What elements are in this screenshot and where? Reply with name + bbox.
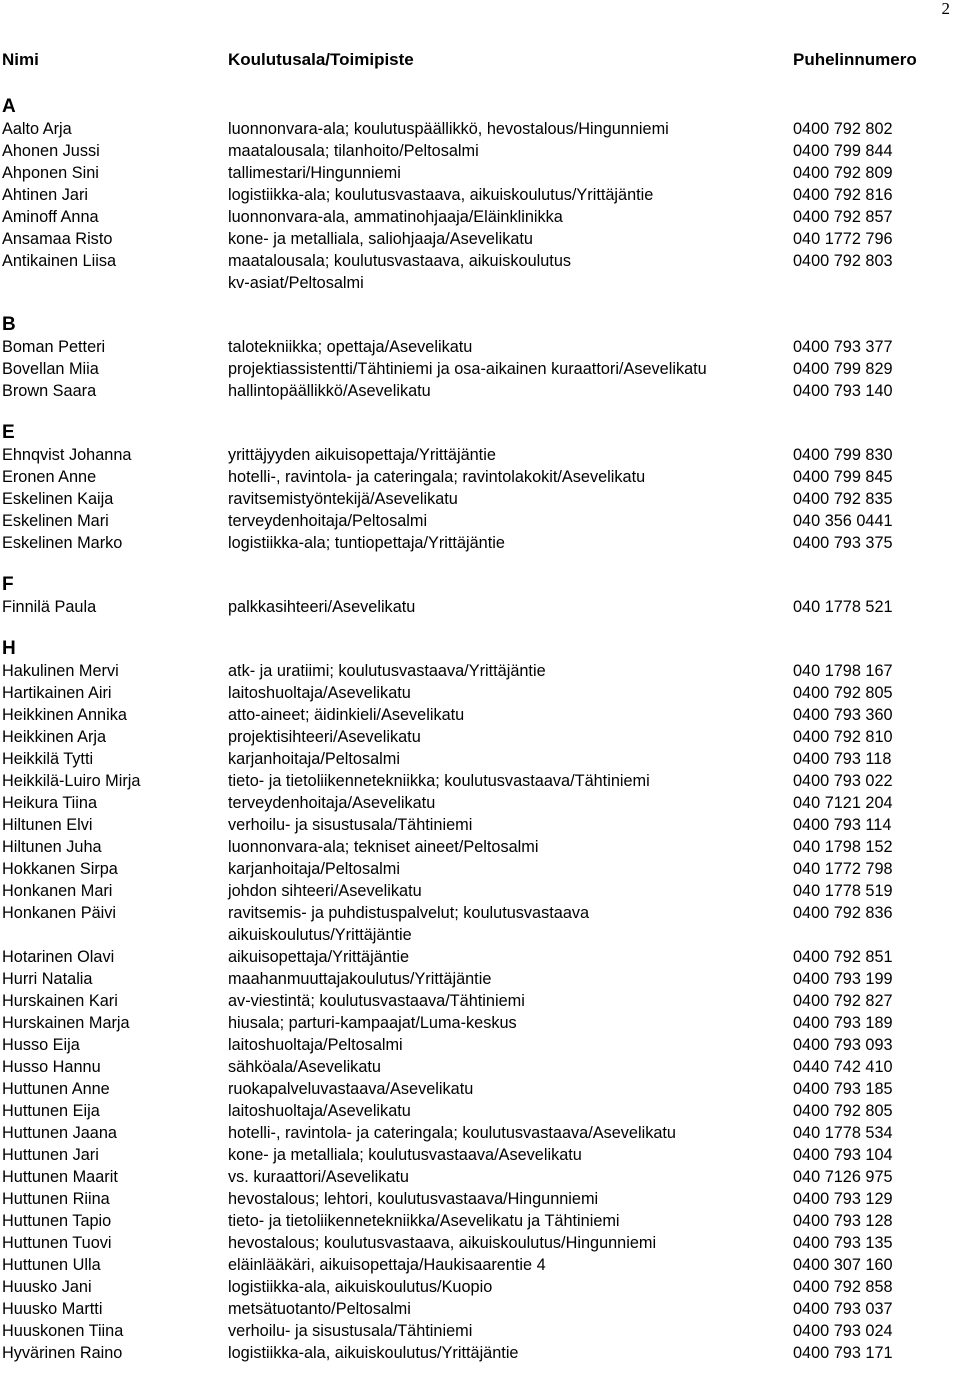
directory-row — [0, 990, 960, 1012]
directory-row — [0, 250, 960, 294]
person-name: Huttunen Riina — [2, 1190, 110, 1208]
department-location: yrittäjyyden aikuisopettaja/Yrittäjäntie — [228, 446, 496, 464]
department-location: aikuisopettaja/Yrittäjäntie — [228, 948, 410, 966]
person-name: Huusko Martti — [2, 1300, 103, 1318]
phone-number: 0400 792 835 — [793, 490, 893, 508]
department-location: laitoshuoltaja/Asevelikatu — [228, 1102, 411, 1120]
phone-number: 040 1798 167 — [793, 662, 893, 680]
directory-row — [0, 358, 960, 380]
department-location: maatalousala; koulutusvastaava, aikuiskoulutus kv-asiat/Peltosalmi — [228, 252, 572, 292]
department-location: verhoilu- ja sisustusala/Tähtiniemi — [228, 1322, 473, 1340]
section-letter: E — [2, 422, 15, 443]
person-name: Heikkilä-Luiro Mirja — [2, 772, 141, 790]
department-location: ravitsemis- ja puhdistuspalvelut; koulutusvastaava aikuiskoulutus/Yrittäjäntie — [228, 904, 590, 944]
person-name: Ahtinen Jari — [2, 186, 88, 204]
directory-row — [0, 532, 960, 554]
directory-row — [0, 682, 960, 704]
department-location: hevostalous; lehtori, koulutusvastaava/Hingunniemi — [228, 1190, 599, 1208]
directory-row — [0, 444, 960, 466]
person-name: Eronen Anne — [2, 468, 97, 486]
directory-row — [0, 206, 960, 228]
person-name: Huttunen Tuovi — [2, 1234, 112, 1252]
directory-row — [0, 510, 960, 532]
phone-number: 040 1798 152 — [793, 838, 893, 856]
directory-row — [0, 380, 960, 402]
section-letter: A — [2, 96, 16, 117]
department-location: terveydenhoitaja/Asevelikatu — [228, 794, 436, 812]
column-header-dept: Koulutusala/Toimipiste — [228, 50, 414, 69]
department-location: ruokapalveluvastaava/Asevelikatu — [228, 1080, 474, 1098]
directory-row — [0, 488, 960, 510]
directory-row — [0, 704, 960, 726]
department-location: tieto- ja tietoliikennetekniikka; koulutusvastaava/Tähtiniemi — [228, 772, 650, 790]
person-name: Hurskainen Kari — [2, 992, 118, 1010]
directory-row — [0, 968, 960, 990]
department-location: luonnonvara-ala; tekniset aineet/Peltosalmi — [228, 838, 539, 856]
person-name: Ahponen Sini — [2, 164, 99, 182]
department-location: eläinlääkäri, aikuisopettaja/Haukisaarentie 4 — [228, 1256, 546, 1274]
directory-row — [0, 814, 960, 836]
person-name: Ahonen Jussi — [2, 142, 100, 160]
person-name: Brown Saara — [2, 382, 97, 400]
department-location: logistiikka-ala; koulutusvastaava, aikuiskoulutus/Yrittäjäntie — [228, 186, 654, 204]
person-name: Huttunen Eija — [2, 1102, 100, 1120]
directory-row — [0, 1210, 960, 1232]
person-name: Huttunen Jari — [2, 1146, 99, 1164]
section-h — [0, 638, 960, 1364]
person-name: Huttunen Anne — [2, 1080, 110, 1098]
department-location: atto-aineet; äidinkieli/Asevelikatu — [228, 706, 465, 724]
section-a — [0, 96, 960, 294]
directory-row — [0, 1056, 960, 1078]
phone-number: 0400 793 022 — [793, 772, 893, 790]
person-name: Eskelinen Mari — [2, 512, 109, 530]
page-number: 2 — [941, 0, 950, 18]
person-name: Honkanen Mari — [2, 882, 113, 900]
directory-row — [0, 466, 960, 488]
department-location: terveydenhoitaja/Peltosalmi — [228, 512, 428, 530]
directory-row — [0, 946, 960, 968]
person-name: Hyvärinen Raino — [2, 1344, 123, 1362]
person-name: Heikkilä Tytti — [2, 750, 94, 768]
phone-number: 0400 307 160 — [793, 1256, 893, 1274]
phone-number: 040 1778 521 — [793, 598, 893, 616]
person-name: Eskelinen Marko — [2, 534, 123, 552]
department-location: logistiikka-ala, aikuiskoulutus/Kuopio — [228, 1278, 493, 1296]
directory-row — [0, 1188, 960, 1210]
directory-row — [0, 1122, 960, 1144]
phone-number: 0400 792 816 — [793, 186, 893, 204]
directory-row — [0, 792, 960, 814]
person-name: Hartikainen Airi — [2, 684, 112, 702]
directory-row — [0, 140, 960, 162]
phone-number: 0400 793 093 — [793, 1036, 893, 1054]
phone-number: 040 1772 796 — [793, 230, 893, 248]
directory-row — [0, 748, 960, 770]
phone-number: 0400 793 360 — [793, 706, 893, 724]
directory-row — [0, 162, 960, 184]
person-name: Huttunen Jaana — [2, 1124, 117, 1142]
person-name: Heikura Tiina — [2, 794, 98, 812]
person-name: Heikkinen Arja — [2, 728, 107, 746]
department-location: verhoilu- ja sisustusala/Tähtiniemi — [228, 816, 473, 834]
directory-row — [0, 1144, 960, 1166]
directory-row — [0, 1320, 960, 1342]
section-letter: F — [2, 574, 14, 595]
section-e — [0, 422, 960, 554]
person-name: Huttunen Tapio — [2, 1212, 112, 1230]
phone-number: 0400 793 024 — [793, 1322, 893, 1340]
phone-number: 040 7126 975 — [793, 1168, 893, 1186]
phone-number: 0400 793 129 — [793, 1190, 893, 1208]
department-location: hiusala; parturi-kampaajat/Luma-keskus — [228, 1014, 517, 1032]
department-location: logistiikka-ala, aikuiskoulutus/Yrittäjäntie — [228, 1344, 519, 1362]
department-location: vs. kuraattori/Asevelikatu — [228, 1168, 409, 1186]
phone-number: 0400 793 185 — [793, 1080, 893, 1098]
phone-number: 040 7121 204 — [793, 794, 893, 812]
department-location: hotelli-, ravintola- ja cateringala; ravintolakokit/Asevelikatu — [228, 468, 646, 486]
person-name: Hurri Natalia — [2, 970, 93, 988]
phone-number: 0400 799 830 — [793, 446, 893, 464]
person-name: Eskelinen Kaija — [2, 490, 114, 508]
directory-row — [0, 1298, 960, 1320]
directory-row — [0, 1254, 960, 1276]
phone-number: 0400 793 140 — [793, 382, 893, 400]
department-location: maatalousala; tilanhoito/Peltosalmi — [228, 142, 479, 160]
column-header-name: Nimi — [2, 50, 39, 69]
phone-number: 0400 793 118 — [793, 750, 892, 768]
department-location: hotelli-, ravintola- ja cateringala; koulutusvastaava/Asevelikatu — [228, 1124, 676, 1142]
phone-number: 0400 793 189 — [793, 1014, 893, 1032]
department-location: ravitsemistyöntekijä/Asevelikatu — [228, 490, 458, 508]
department-location: metsätuotanto/Peltosalmi — [228, 1300, 411, 1318]
directory-row — [0, 836, 960, 858]
department-location: johdon sihteeri/Asevelikatu — [228, 882, 422, 900]
department-location: luonnonvara-ala; koulutuspäällikkö, hevostalous/Hingunniemi — [228, 120, 669, 138]
directory-row — [0, 1232, 960, 1254]
department-location: luonnonvara-ala, ammatinohjaaja/Eläinklinikka — [228, 208, 563, 226]
section-letter: B — [2, 314, 16, 335]
department-location: logistiikka-ala; tuntiopettaja/Yrittäjäntie — [228, 534, 505, 552]
person-name: Husso Eija — [2, 1036, 80, 1054]
directory-row — [0, 1166, 960, 1188]
person-name: Heikkinen Annika — [2, 706, 127, 724]
directory-row — [0, 726, 960, 748]
person-name: Hurskainen Marja — [2, 1014, 130, 1032]
phone-number: 0400 792 857 — [793, 208, 893, 226]
person-name: Ehnqvist Johanna — [2, 446, 132, 464]
phone-number: 0440 742 410 — [793, 1058, 893, 1076]
directory-row — [0, 184, 960, 206]
phone-number: 0400 793 128 — [793, 1212, 893, 1230]
person-name: Huttunen Maarit — [2, 1168, 118, 1186]
person-name: Hakulinen Mervi — [2, 662, 119, 680]
department-location: projektisihteeri/Asevelikatu — [228, 728, 421, 746]
person-name: Huusko Jani — [2, 1278, 92, 1296]
phone-number: 040 1778 534 — [793, 1124, 893, 1142]
phone-number: 0400 792 803 — [793, 252, 893, 270]
phone-number: 0400 792 827 — [793, 992, 893, 1010]
directory-row — [0, 118, 960, 140]
phone-number: 0400 792 836 — [793, 904, 893, 922]
person-name: Aalto Arja — [2, 120, 72, 138]
directory-row — [0, 1276, 960, 1298]
department-location: kone- ja metalliala, saliohjaaja/Asevelikatu — [228, 230, 533, 248]
directory-row — [0, 596, 960, 618]
phone-number: 0400 799 829 — [793, 360, 893, 378]
section-b — [0, 314, 960, 402]
department-location: kone- ja metalliala; koulutusvastaava/Asevelikatu — [228, 1146, 582, 1164]
person-name: Hiltunen Elvi — [2, 816, 93, 834]
person-name: Finnilä Paula — [2, 598, 97, 616]
phone-number: 0400 792 810 — [793, 728, 893, 746]
phone-number: 0400 799 845 — [793, 468, 893, 486]
phone-number: 0400 799 844 — [793, 142, 893, 160]
directory-row — [0, 228, 960, 250]
department-location: hallintopäällikkö/Asevelikatu — [228, 382, 431, 400]
phone-number: 0400 792 809 — [793, 164, 893, 182]
department-location: karjanhoitaja/Peltosalmi — [228, 750, 400, 768]
person-name: Honkanen Päivi — [2, 904, 117, 922]
person-name: Antikainen Liisa — [2, 252, 117, 270]
department-location: karjanhoitaja/Peltosalmi — [228, 860, 400, 878]
directory-row — [0, 1012, 960, 1034]
directory-row — [0, 336, 960, 358]
phone-number: 040 356 0441 — [793, 512, 893, 530]
department-location: maahanmuuttajakoulutus/Yrittäjäntie — [228, 970, 492, 988]
column-header-phone: Puhelinnumero — [793, 50, 917, 69]
directory-row — [0, 660, 960, 682]
person-name: Huuskonen Tiina — [2, 1322, 124, 1340]
phone-number: 0400 792 805 — [793, 684, 893, 702]
person-name: Husso Hannu — [2, 1058, 101, 1076]
directory-row — [0, 1078, 960, 1100]
person-name: Aminoff Anna — [2, 208, 99, 226]
directory-row — [0, 880, 960, 902]
phone-number: 0400 792 851 — [793, 948, 893, 966]
person-name: Ansamaa Risto — [2, 230, 113, 248]
phone-number: 0400 793 104 — [793, 1146, 893, 1164]
department-location: hevostalous; koulutusvastaava, aikuiskoulutus/Hingunniemi — [228, 1234, 657, 1252]
section-f — [0, 574, 960, 618]
directory-row — [0, 1034, 960, 1056]
phone-number: 0400 792 802 — [793, 120, 893, 138]
directory-row — [0, 902, 960, 946]
phone-number: 040 1778 519 — [793, 882, 893, 900]
department-location: projektiassistentti/Tähtiniemi ja osa-aikainen kuraattori/Asevelikatu — [228, 360, 707, 378]
phone-number: 0400 793 375 — [793, 534, 893, 552]
directory-row — [0, 1100, 960, 1122]
department-location: laitoshuoltaja/Peltosalmi — [228, 1036, 403, 1054]
department-location: av-viestintä; koulutusvastaava/Tähtiniemi — [228, 992, 525, 1010]
directory-row — [0, 858, 960, 880]
phone-number: 0400 793 037 — [793, 1300, 893, 1318]
person-name: Boman Petteri — [2, 338, 106, 356]
department-location: tieto- ja tietoliikennetekniikka/Asevelikatu ja Tähtiniemi — [228, 1212, 620, 1230]
directory-list — [0, 88, 960, 1384]
phone-number: 0400 793 199 — [793, 970, 893, 988]
department-location: laitoshuoltaja/Asevelikatu — [228, 684, 411, 702]
person-name: Hotarinen Olavi — [2, 948, 115, 966]
person-name: Huttunen Ulla — [2, 1256, 101, 1274]
section-letter: H — [2, 638, 16, 659]
person-name: Hokkanen Sirpa — [2, 860, 118, 878]
phone-number: 0400 793 135 — [793, 1234, 893, 1252]
phone-number: 0400 792 805 — [793, 1102, 893, 1120]
phone-number: 0400 793 171 — [793, 1344, 893, 1362]
phone-number: 0400 793 377 — [793, 338, 893, 356]
directory-row — [0, 770, 960, 792]
department-location: talotekniikka; opettaja/Asevelikatu — [228, 338, 473, 356]
phone-number: 040 1772 798 — [793, 860, 893, 878]
directory-row — [0, 1342, 960, 1364]
department-location: atk- ja uratiimi; koulutusvastaava/Yrittäjäntie — [228, 662, 546, 680]
phone-number: 0400 793 114 — [793, 816, 892, 834]
department-location: palkkasihteeri/Asevelikatu — [228, 598, 416, 616]
person-name: Bovellan Miia — [2, 360, 99, 378]
phone-number: 0400 792 858 — [793, 1278, 893, 1296]
department-location: sähköala/Asevelikatu — [228, 1058, 381, 1076]
department-location: tallimestari/Hingunniemi — [228, 164, 401, 182]
person-name: Hiltunen Juha — [2, 838, 102, 856]
